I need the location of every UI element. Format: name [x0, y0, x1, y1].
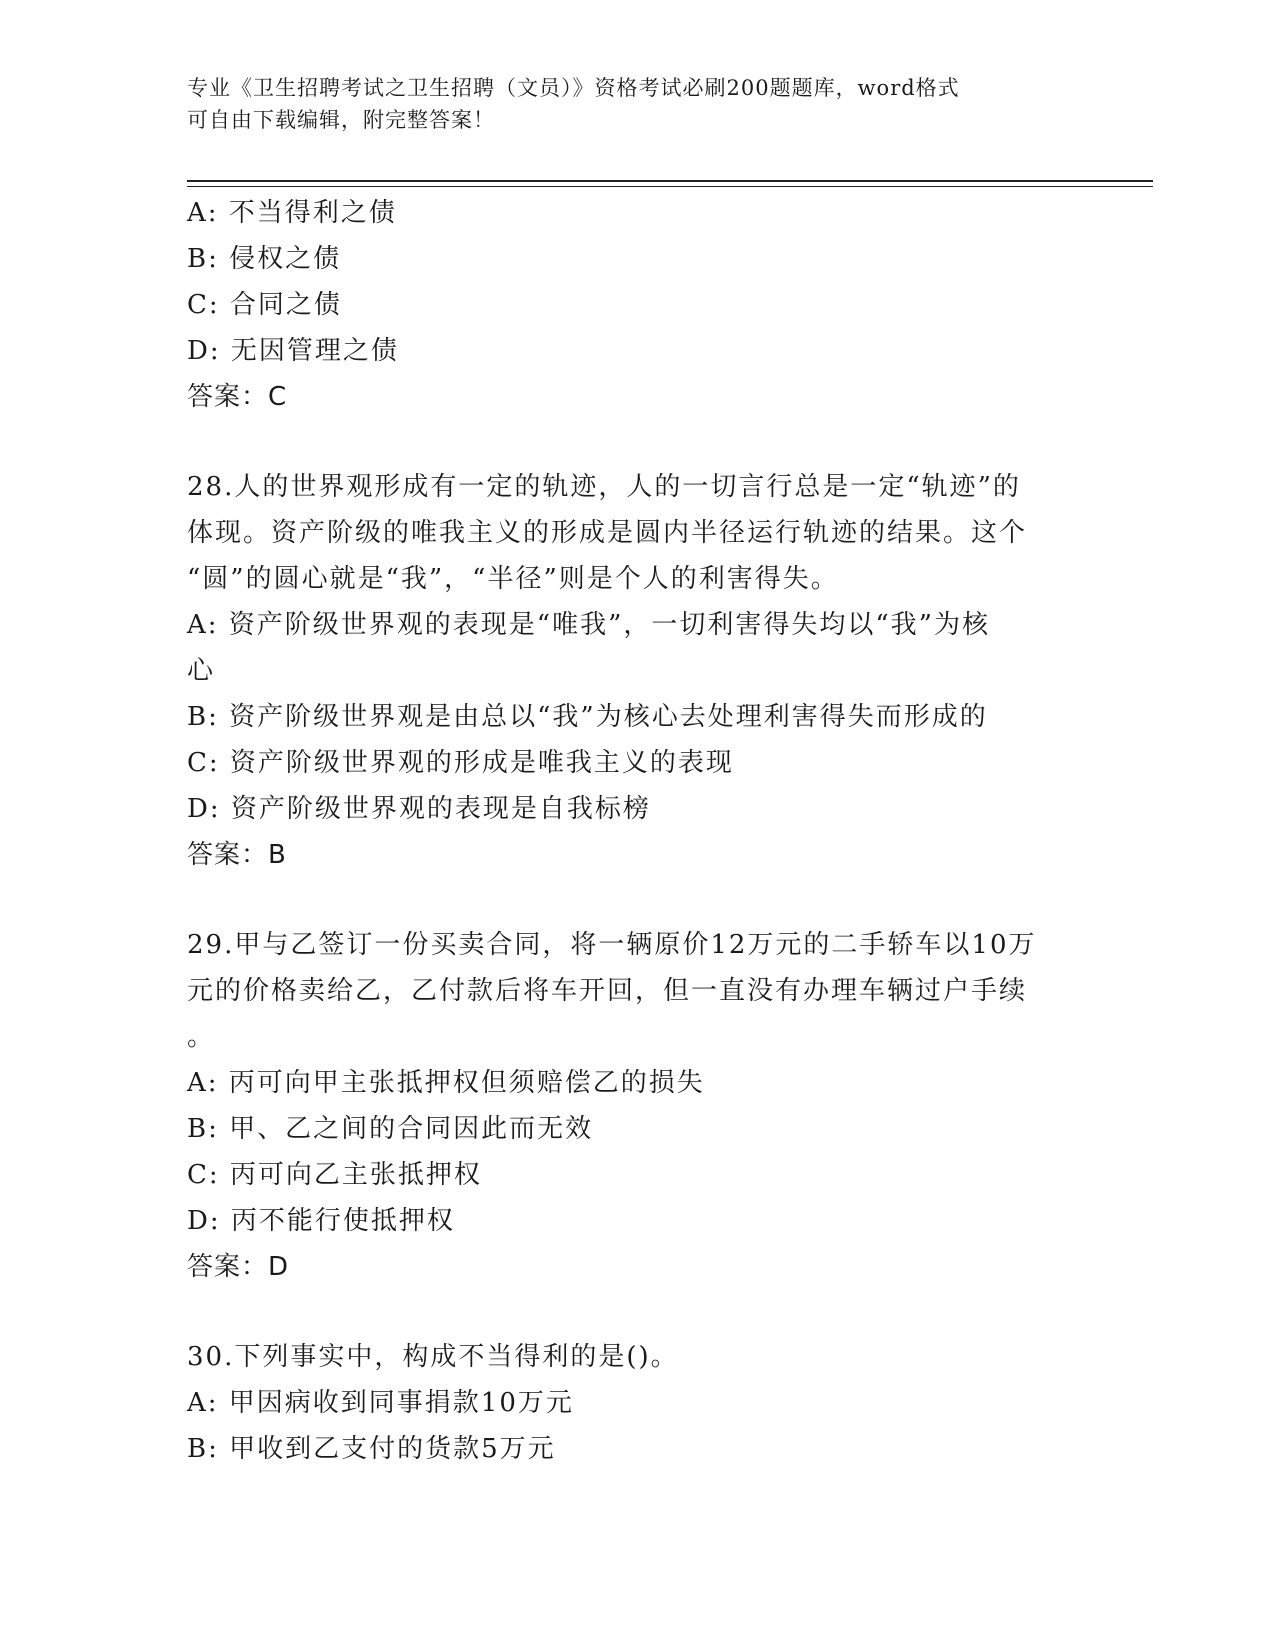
- option-c: C: 合同之债: [187, 290, 342, 320]
- option-b: B: 甲、乙之间的合同因此而无效: [187, 1114, 594, 1144]
- spacer: [187, 420, 1087, 464]
- answer: 答案：C: [187, 382, 288, 412]
- question-30: [187, 1334, 1087, 1472]
- question-27: [187, 190, 1087, 420]
- option-d: D: 资产阶级世界观的表现是自我标榜: [187, 794, 651, 824]
- question-stem-line: 元的价格卖给乙，乙付款后将车开回，但一直没有办理车辆过户手续: [187, 976, 1028, 1006]
- spacer: [187, 1290, 1087, 1334]
- question-list: [187, 190, 1087, 1472]
- answer: 答案：D: [187, 1252, 290, 1282]
- option-c: C: 资产阶级世界观的形成是唯我主义的表现: [187, 748, 734, 778]
- option-a: A: 甲因病收到同事捐款10万元: [187, 1388, 574, 1418]
- document-header: [187, 72, 1067, 136]
- question-stem-line: 28.人的世界观形成有一定的轨迹，人的一切言行总是一定“轨迹”的: [187, 472, 1021, 502]
- header-line-2: 可自由下载编辑，附完整答案！: [187, 108, 495, 132]
- option-d: D: 丙不能行使抵押权: [187, 1206, 455, 1236]
- question-stem-line: 体现。资产阶级的唯我主义的形成是圆内半径运行轨迹的结果。这个: [187, 518, 1028, 548]
- option-d: D: 无因管理之债: [187, 336, 399, 366]
- option-a-continued: 心: [187, 656, 216, 686]
- option-c: C: 丙可向乙主张抵押权: [187, 1160, 482, 1190]
- question-stem-line: 29.甲与乙签订一份买卖合同，将一辆原价12万元的二手轿车以10万: [187, 930, 1037, 960]
- question-stem-line: 。: [187, 1022, 216, 1052]
- spacer: [187, 878, 1087, 922]
- header-divider-thick: [187, 180, 1153, 182]
- header-line-1: 专业《卫生招聘考试之卫生招聘（文员）》资格考试必刷200题题库，word格式: [187, 76, 960, 100]
- option-a: A: 资产阶级世界观的表现是“唯我”，一切利害得失均以“我”为核: [187, 610, 990, 640]
- option-b: B: 侵权之债: [187, 244, 342, 274]
- question-28: [187, 464, 1087, 878]
- option-b: B: 资产阶级世界观是由总以“我”为核心去处理利害得失而形成的: [187, 702, 988, 732]
- question-29: [187, 922, 1087, 1290]
- answer: 答案：B: [187, 840, 287, 870]
- option-a: A: 不当得利之债: [187, 198, 397, 228]
- option-b: B: 甲收到乙支付的货款5万元: [187, 1434, 556, 1464]
- question-stem-line: 30.下列事实中，构成不当得利的是()。: [187, 1342, 679, 1372]
- header-divider-thin: [187, 186, 1153, 187]
- option-a: A: 丙可向甲主张抵押权但须赔偿乙的损失: [187, 1068, 705, 1098]
- question-stem-line: “圆”的圆心就是“我”，“半径”则是个人的利害得失。: [187, 564, 839, 594]
